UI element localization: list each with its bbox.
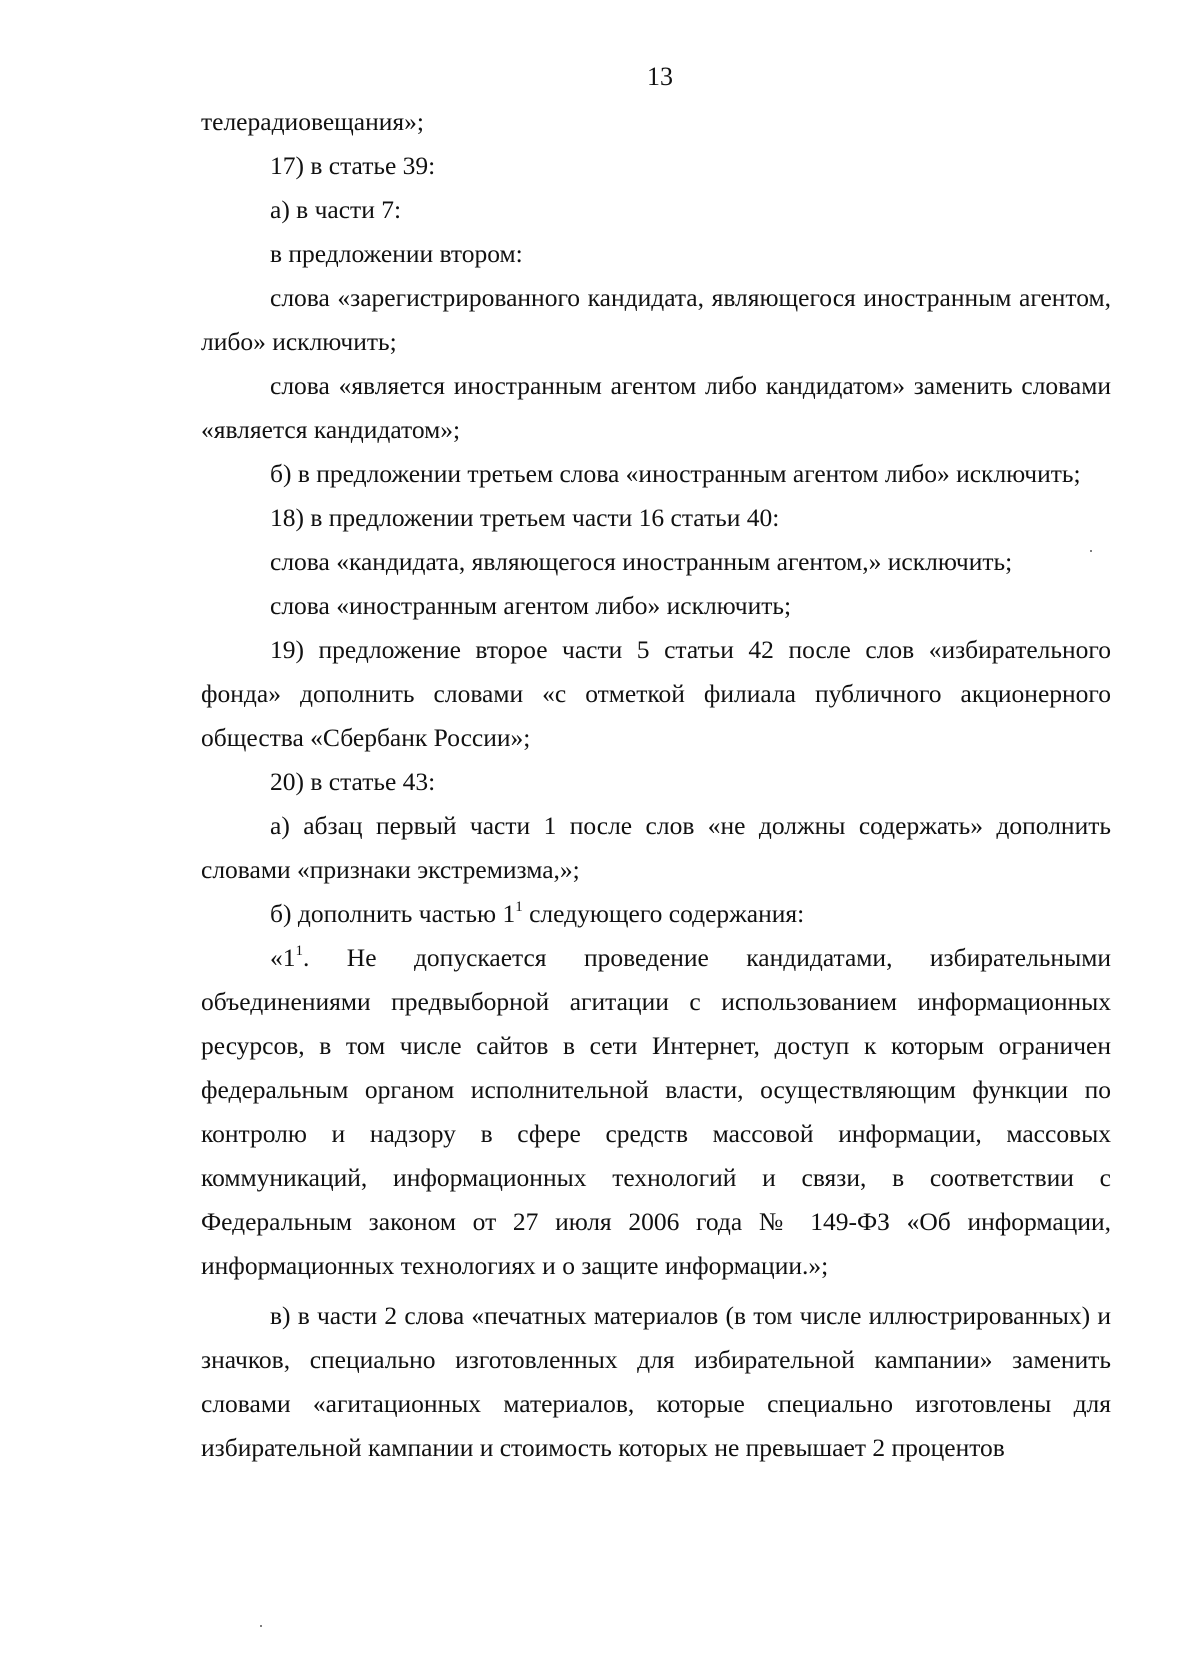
paragraph-text: «1 xyxy=(270,943,296,972)
paragraph: б) в предложении третьем слова «иностранным агентом либо» исключить; xyxy=(270,459,1081,488)
paragraph: слова «кандидата, являющегося иностранным агентом,» исключить; xyxy=(270,547,1013,576)
superscript: 1 xyxy=(295,943,303,959)
paragraph: телерадиовещания»; xyxy=(201,107,424,136)
paragraph xyxy=(201,936,1111,1288)
superscript: 1 xyxy=(515,899,523,915)
paragraph: 18) в предложении третьем части 16 статьи 40: xyxy=(270,503,780,532)
paragraph-text: . Не допускается проведение кандидатами, избирательными объединениями предвыборной агитации с использованием информационных ресурсов, в том числе сайтов в сети Интернет, доступ к которым ограничен федеральным органом исполнительной власти, осуществляющим функции по контролю и надзору в сфере средств массовой информации, массовых коммуникаций, информационных технологий и связи, в соответствии с Федеральным законом от 27 июля 2006 года № 149-ФЗ «Об информации, информационных технологиях и о защите информации.»; xyxy=(201,943,1111,1280)
paragraph: слова «зарегистрированного кандидата, являющегося иностранным агентом, либо» исключить; xyxy=(201,283,1111,356)
paragraph: в предложении втором: xyxy=(270,239,523,268)
paragraph: в) в части 2 слова «печатных материалов (в том числе иллюстрированных) и значков, специально изготовленных для избирательной кампании» заменить словами «агитационных материалов, которые специально изготовлены для избирательной кампании и стоимость которых не превышает 2 процентов xyxy=(201,1301,1111,1462)
paragraph: слова «является иностранным агентом либо кандидатом» заменить словами «является кандидатом»; xyxy=(201,371,1111,444)
page-number: 13 xyxy=(647,62,673,91)
paragraph: 17) в статье 39: xyxy=(270,151,436,180)
paragraph-text: следующего содержания: xyxy=(522,899,805,928)
paragraph xyxy=(201,892,1111,936)
paragraph: 19) предложение второе части 5 статьи 42 после слов «избирательного фонда» дополнить словами «с отметкой филиала публичного акционерного общества «Сбербанк России»; xyxy=(201,635,1111,752)
paragraph: а) в части 7: xyxy=(270,195,402,224)
scan-speck xyxy=(260,1625,262,1627)
scan-speck xyxy=(1090,550,1092,552)
document-body xyxy=(201,100,1111,1470)
paragraph: слова «иностранным агентом либо» исключить; xyxy=(270,591,792,620)
paragraph-text: б) дополнить частью 1 xyxy=(270,899,516,928)
paragraph: а) абзац первый части 1 после слов «не должны содержать» дополнить словами «признаки экстремизма,»; xyxy=(201,811,1111,884)
paragraph: 20) в статье 43: xyxy=(270,767,436,796)
